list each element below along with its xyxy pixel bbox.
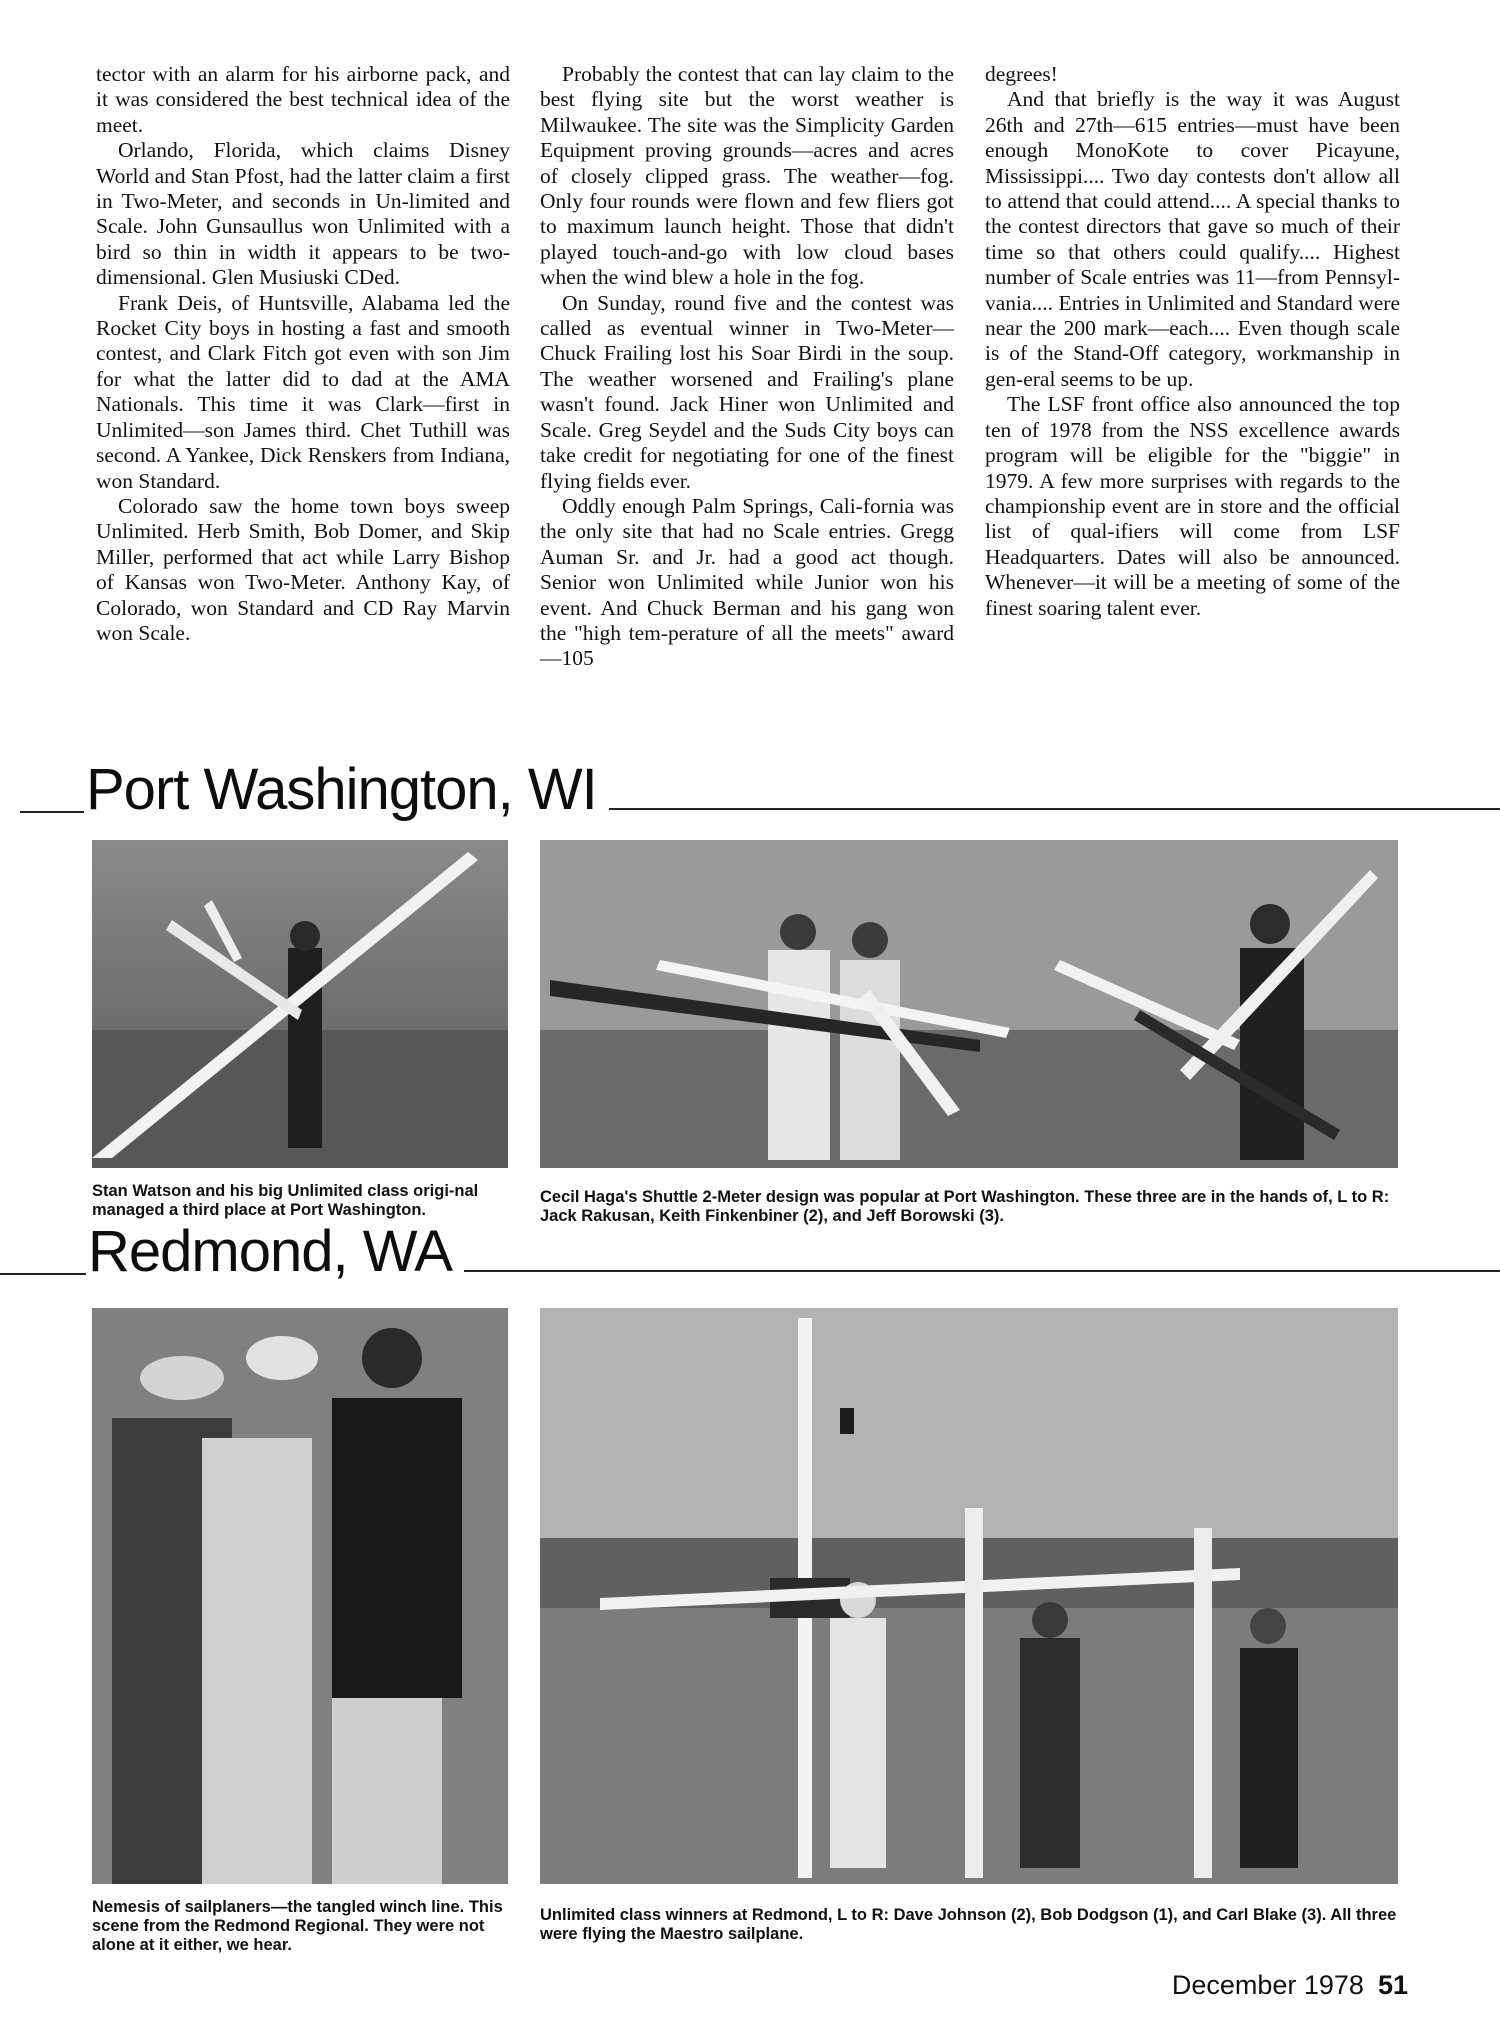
caption-shuttle-2-meter: Cecil Haga's Shuttle 2-Meter design was popular at Port Washington. These three are in the hands of, L to R: Jack Rakusan, Keith Finkenbiner (2), and Jeff Borowski (3). [540,1188,1390,1225]
paragraph: On Sunday, round five and the contest was called as eventual winner in Two-Meter—Chuck Frailing lost his Soar Birdi in the soup. The weather worsened and Frailing's plane wasn't found. Jack Hiner won Unlimited and Scale. Greg Seydel and the Suds City boys can take credit for negotiating for one of the finest flying fields ever. [540,290,954,493]
paragraph: degrees! [985,62,1058,86]
page-footer [1172,1970,1408,2001]
section-heading-redmond [0,1219,1500,1284]
heading-rule [609,808,1500,810]
paragraph: Orlando, Florida, which claims Disney World and Stan Pfost, had the latter claim a first in Two-Meter, and seconds in Un-limited and Scale. John Gunsaullus won Unlimited with a bird so thin in width it appears to be two-dimensional. Glen Musiuski CDed. [96,138,510,290]
photo-tangled-winch-line [92,1308,508,1884]
section-title: Redmond, WA [88,1219,452,1284]
caption-tangled-winch-line: Nemesis of sailplaners—the tangled winch line. This scene from the Redmond Regional. They were not alone at it either, we hear. [92,1898,503,1954]
paragraph: And that briefly is the way it was August 26th and 27th—615 entries—must have been enough MonoKote to cover Picayune, Mississippi.... Two day contests don't allow all to attend that could attend.... A special thanks to the contest directors that gave so much of their time so that others could qualify.... Highest number of Scale entries was 11—from Pennsyl-vania.... Entries in Unlimited and Standard were near the 200 mark—each.... Even though scale is of the Stand-Off category, workmanship in gen-eral seems to be up. [985,87,1400,391]
issue-date: December 1978 [1171,1970,1364,2000]
caption-redmond-winners: Unlimited class winners at Redmond, L to R: Dave Johnson (2), Bob Dodgson (1), and Carl Blake (3). All three were flying the Maestro sailplane. [540,1906,1397,1943]
photo-shuttle-2-meter-gliders [540,840,1398,1168]
article-column-3 [985,62,1400,621]
paragraph: Frank Deis, of Huntsville, Alabama led the Rocket City boys in hosting a fast and smooth contest, and Clark Fitch got even with son Jim for what the latter did to dad at the AMA Nationals. This time it was Clark—first in Unlimited—son James third. Chet Tuthill was second. A Yankee, Dick Renskers from Indiana, won Standard. [96,290,510,493]
paragraph: Oddly enough Palm Springs, Cali-fornia was the only site that had no Scale entries. Gregg Auman Sr. and Jr. had a good act though. Senior won Unlimited while Junior won his event. And Chuck Berman and his gang won the "high tem-perature of all the meets" award—105 [540,493,954,671]
heading-rule [0,1273,86,1275]
photo-redmond-unlimited-winners [540,1308,1398,1884]
photo-stan-watson-glider [92,840,508,1168]
article-column-1 [96,62,510,646]
paragraph: Probably the contest that can lay claim to the best flying site but the worst weather is Milwaukee. The site was the Simplicity Garden Equipment proving grounds—acres and acres of closely clipped grass. The weather—fog. Only four rounds were flown and few fliers got to maximum launch height. Those that didn't played touch-and-go with low cloud bases when the wind blew a hole in the fog. [540,62,954,290]
heading-rule [20,811,84,813]
page-number: 51 [1377,1970,1408,2000]
section-title: Port Washington, WI [86,757,597,822]
caption-stan-watson: Stan Watson and his big Unlimited class origi-nal managed a third place at Port Washington. [92,1182,479,1219]
article-column-2 [540,62,954,672]
heading-rule [464,1270,1500,1272]
paragraph: Colorado saw the home town boys sweep Unlimited. Herb Smith, Bob Domer, and Skip Miller, performed that act while Larry Bishop of Kansas won Two-Meter. Anthony Kay, of Colorado, won Standard and CD Ray Marvin won Scale. [96,493,510,645]
paragraph: tector with an alarm for his airborne pack, and it was considered the best technical idea of the meet. [96,62,510,137]
section-heading-port-washington [20,757,1500,822]
paragraph: The LSF front office also announced the top ten of 1978 from the NSS excellence awards program will be eligible for the "biggie" in 1979. A few more surprises with regards to the championship event are in store and the official list of qual-ifiers will come from LSF Headquarters. Dates will also be announced. Whenever—it will be a meeting of some of the finest soaring talent ever. [985,392,1400,620]
